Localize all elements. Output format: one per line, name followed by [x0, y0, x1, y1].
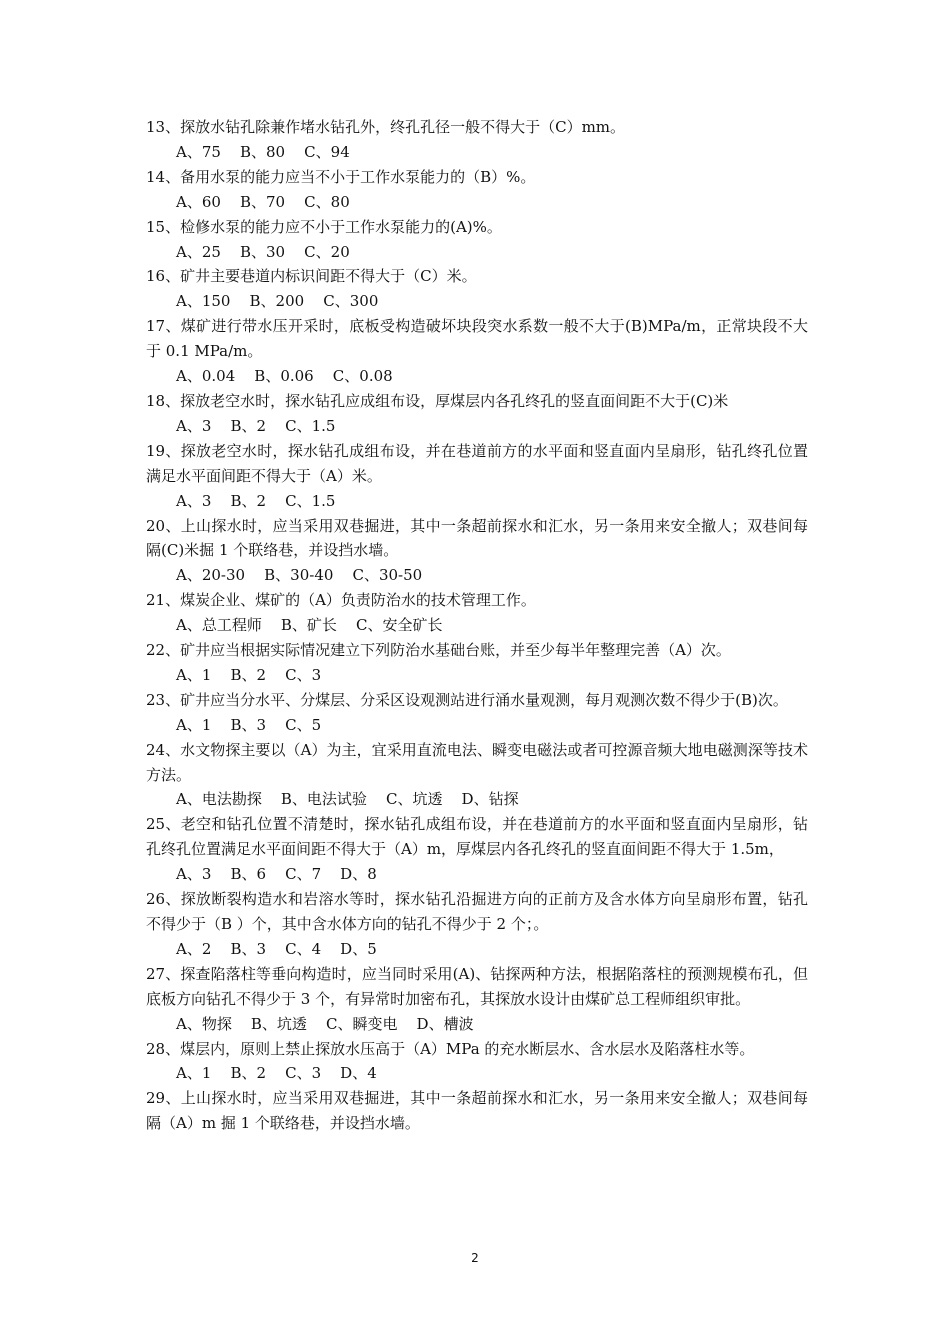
question-list [146, 115, 808, 1136]
question-stem: 24、水文物探主要以（A）为主，宜采用直流电法、瞬变电磁法或者可控源音频大地电磁测深等技术方法。 [146, 740, 808, 784]
question-stem: 29、上山探水时，应当采用双巷掘进，其中一条超前探水和汇水，另一条用来安全撤人；双巷间每隔（A）m 掘 1 个联络巷，并设挡水墙。 [146, 1089, 808, 1133]
question-stem: 19、探放老空水时，探水钻孔成组布设，并在巷道前方的水平面和竖直面内呈扇形，钻孔终孔位置满足水平面间距不得大于（A）米。 [146, 441, 808, 485]
question-stem: 26、探放断裂构造水和岩溶水等时，探水钻孔沿掘进方向的正前方及含水体方向呈扇形布置，钻孔不得少于（B ）个，其中含水体方向的钻孔不得少于 2 个；。 [146, 890, 808, 933]
question-stem: 21、煤炭企业、煤矿的（A）负责防治水的技术管理工作。 [146, 591, 536, 610]
question-options: A、1 B、2 C、3 D、4 [176, 1064, 377, 1083]
question-options: A、3 B、2 C、1.5 [176, 491, 336, 510]
question-options: A、20-30 B、30-40 C、30-50 [176, 566, 423, 585]
question-options: A、总工程师 B、矿长 C、安全矿长 [176, 616, 443, 635]
question-options: A、25 B、30 C、20 [176, 242, 350, 261]
question-stem: 17、煤矿进行带水压开采时，底板受构造破坏块段突水系数一般不大于(B)MPa/m，正常块段不大于 0.1 MPa/m。 [146, 317, 808, 361]
question-options: A、电法勘探 B、电法试验 C、坑透 D、钻探 [176, 790, 519, 809]
question-options: A、0.04 B、0.06 C、0.08 [176, 367, 393, 386]
question-options: A、3 B、6 C、7 D、8 [176, 865, 377, 884]
page-number: 2 [471, 1251, 479, 1265]
question-options: A、1 B、3 C、5 [176, 715, 322, 734]
question-stem: 14、备用水泵的能力应当不小于工作水泵能力的（B）%。 [146, 167, 536, 186]
question-stem: 18、探放老空水时，探水钻孔应成组布设，厚煤层内各孔终孔的竖直面间距不大于(C)米 [146, 391, 729, 410]
question-stem: 13、探放水钻孔除兼作堵水钻孔外，终孔孔径一般不得大于（C）mm。 [146, 118, 626, 136]
question-stem: 15、检修水泵的能力应不小于工作水泵能力的(A)%。 [146, 217, 502, 236]
question-options: A、150 B、200 C、300 [176, 292, 379, 311]
question-stem: 27、探查陷落柱等垂向构造时，应当同时采用(A)、钻探两种方法，根据陷落柱的预测规模布孔，但底板方向钻孔不得少于 3 个，有异常时加密布孔，其探放水设计由煤矿总工程师组织审批。 [146, 964, 808, 1008]
question-stem: 20、上山探水时，应当采用双巷掘进，其中一条超前探水和汇水，另一条用来安全撤人；双巷间每隔(C)米掘 1 个联络巷，并设挡水墙。 [146, 516, 808, 560]
question-options: A、2 B、3 C、4 D、5 [176, 939, 377, 958]
question-stem: 23、矿井应当分水平、分煤层、分采区设观测站进行涌水量观测，每月观测次数不得少于(B)次。 [146, 690, 788, 709]
question-options: A、3 B、2 C、1.5 [176, 416, 336, 435]
question-options: A、物探 B、坑透 C、瞬变电 D、槽波 [176, 1014, 474, 1033]
question-stem: 25、老空和钻孔位置不清楚时，探水钻孔成组布设，并在巷道前方的水平面和竖直面内呈扇形，钻孔终孔位置满足水平面间距不得大于（A）m，厚煤层内各孔终孔的竖直面间距不得大于 1.5m， [146, 815, 808, 859]
question-options: A、75 B、80 C、94 [176, 142, 350, 161]
question-stem: 22、矿井应当根据实际情况建立下列防治水基础台账，并至少每半年整理完善（A）次。 [146, 641, 731, 660]
question-stem: 28、煤层内，原则上禁止探放水压高于（A）MPa 的充水断层水、含水层水及陷落柱水等。 [146, 1039, 755, 1058]
question-options: A、60 B、70 C、80 [176, 192, 350, 211]
question-stem: 16、矿井主要巷道内标识间距不得大于（C）米。 [146, 267, 477, 286]
question-options: A、1 B、2 C、3 [176, 665, 322, 684]
